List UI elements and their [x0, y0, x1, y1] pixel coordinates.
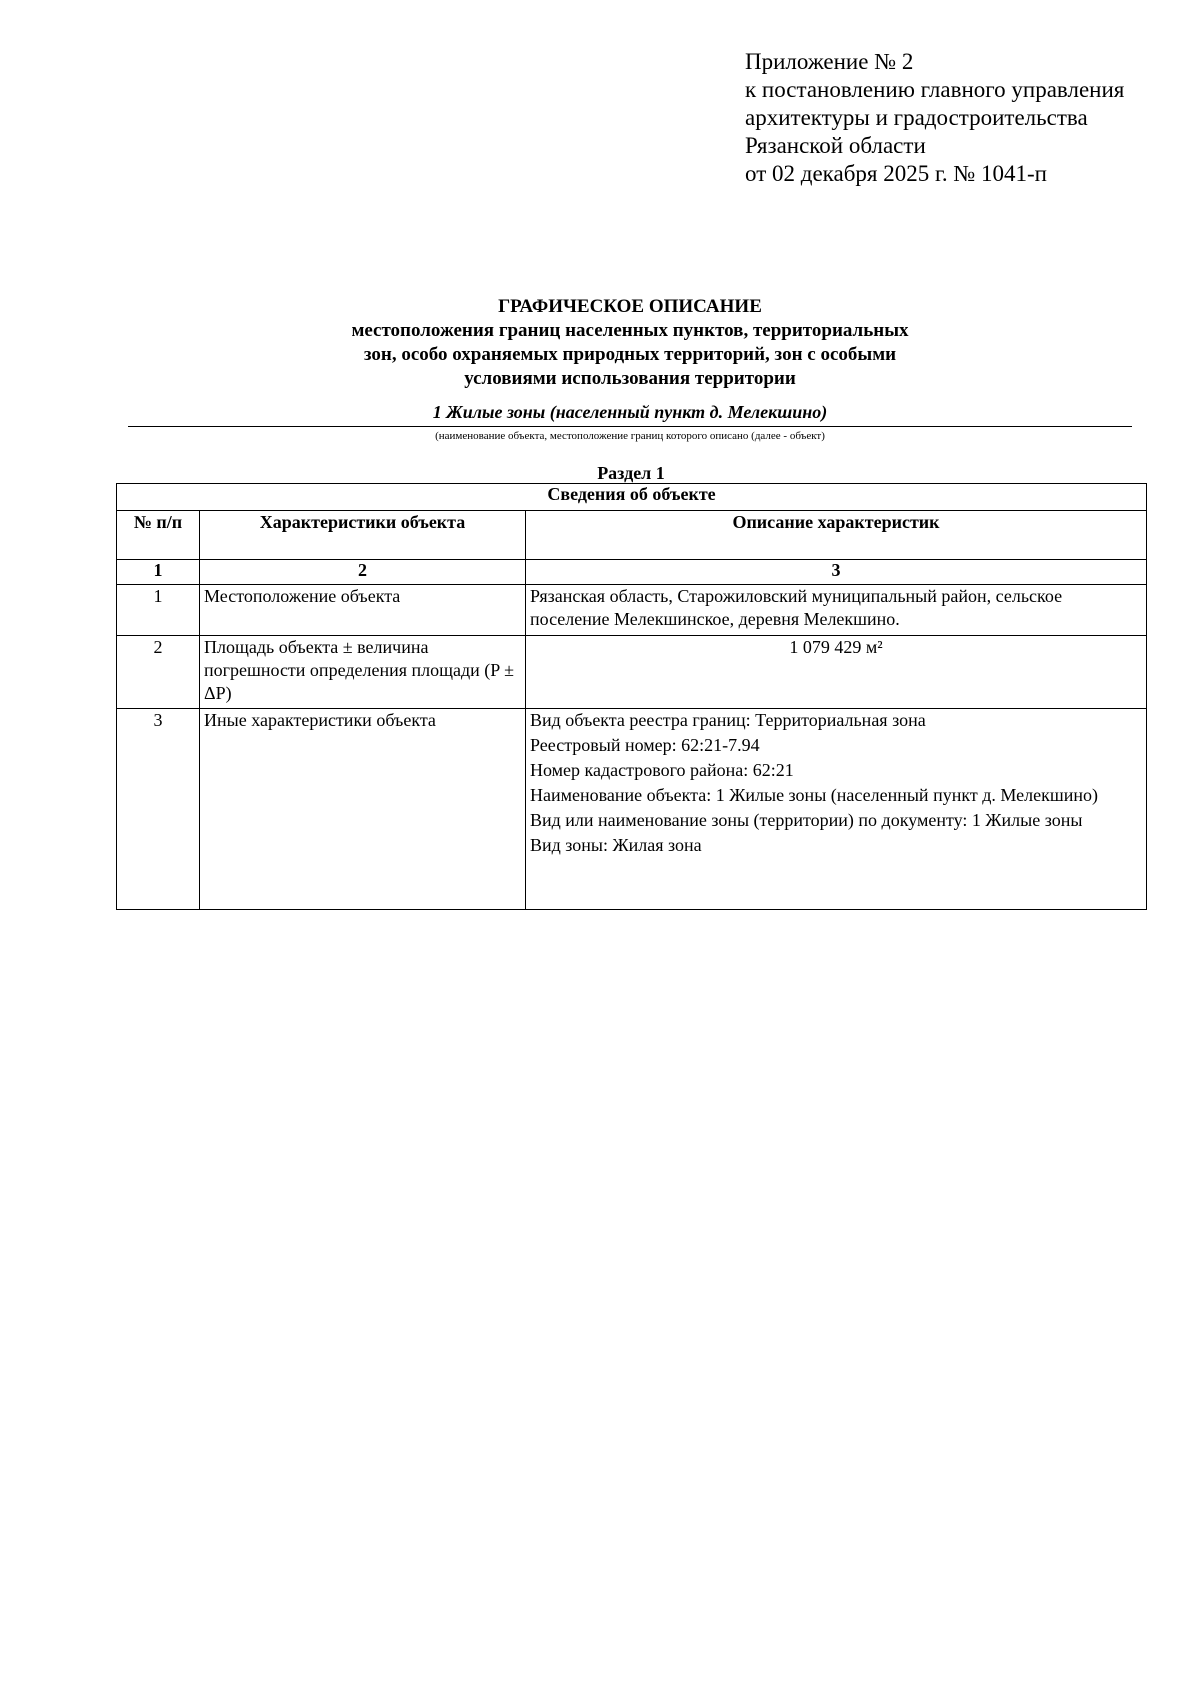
title-line-3: условиями использования территории: [464, 368, 796, 389]
table-row: [117, 636, 1147, 709]
section-title: Раздел 1: [597, 463, 665, 483]
object-caption: (наименование объекта, местоположение границ которого описано (далее - объект): [435, 430, 825, 442]
row-number: 1: [117, 585, 200, 636]
title-main: ГРАФИЧЕСКОЕ ОПИСАНИЕ: [498, 296, 762, 317]
annex-line-4: Рязанской области: [745, 133, 926, 158]
title-line-2: зон, особо охраняемых природных территорий, зон с особыми: [363, 344, 897, 365]
annex-block: [745, 48, 1124, 188]
table-caption: Сведения об объекте: [117, 484, 1147, 511]
row-characteristic: Площадь объекта ± величина погрешности определения площади (P ± ΔP): [200, 636, 526, 709]
column-number-3: 3: [526, 560, 1147, 585]
table-header-row: [117, 511, 1147, 560]
description-line: Реестровый номер: 62:21-7.94: [530, 735, 760, 755]
description-line: 1 079 429 м²: [789, 637, 883, 657]
description-line: Номер кадастрового района: 62:21: [530, 760, 794, 780]
column-number-row: [117, 560, 1147, 585]
title-line-1: местоположения границ населенных пунктов, территориальных: [351, 320, 909, 341]
column-number-1: 1: [117, 560, 200, 585]
object-name: 1 Жилые зоны (населенный пункт д. Мелекшино): [432, 402, 828, 422]
description-line: Наименование объекта: 1 Жилые зоны (населенный пункт д. Мелекшино): [530, 785, 1098, 805]
object-name-underline: [128, 426, 1132, 427]
object-info-table: [116, 483, 1147, 910]
table-row: [117, 585, 1147, 636]
row-description: [526, 709, 1147, 910]
row-number: 2: [117, 636, 200, 709]
header-characteristic: Характеристики объекта: [200, 511, 526, 560]
row-description: [526, 585, 1147, 636]
annex-line-3: архитектуры и градостроительства: [745, 105, 1088, 130]
row-characteristic: Местоположение объекта: [200, 585, 526, 636]
header-number: № п/п: [117, 511, 200, 560]
annex-line-1: Приложение № 2: [745, 49, 914, 74]
column-number-2: 2: [200, 560, 526, 585]
header-description: Описание характеристик: [526, 511, 1147, 560]
document-title: [128, 294, 1132, 391]
description-line: Вид объекта реестра границ: Территориальная зона: [530, 710, 926, 730]
row-number: 3: [117, 709, 200, 910]
table-caption-row: [117, 484, 1147, 511]
description-line: Вид зоны: Жилая зона: [530, 835, 702, 855]
annex-line-2: к постановлению главного управления: [745, 77, 1125, 102]
row-description: [526, 636, 1147, 709]
description-line: Вид или наименование зоны (территории) по документу: 1 Жилые зоны: [530, 810, 1083, 830]
annex-line-5: от 02 декабря 2025 г. № 1041-п: [745, 161, 1047, 186]
table-row: [117, 709, 1147, 910]
description-line: Рязанская область, Старожиловский муниципальный район, сельское поселение Мелекшинское, деревня Мелекшино.: [530, 586, 1063, 629]
row-characteristic: Иные характеристики объекта: [200, 709, 526, 910]
